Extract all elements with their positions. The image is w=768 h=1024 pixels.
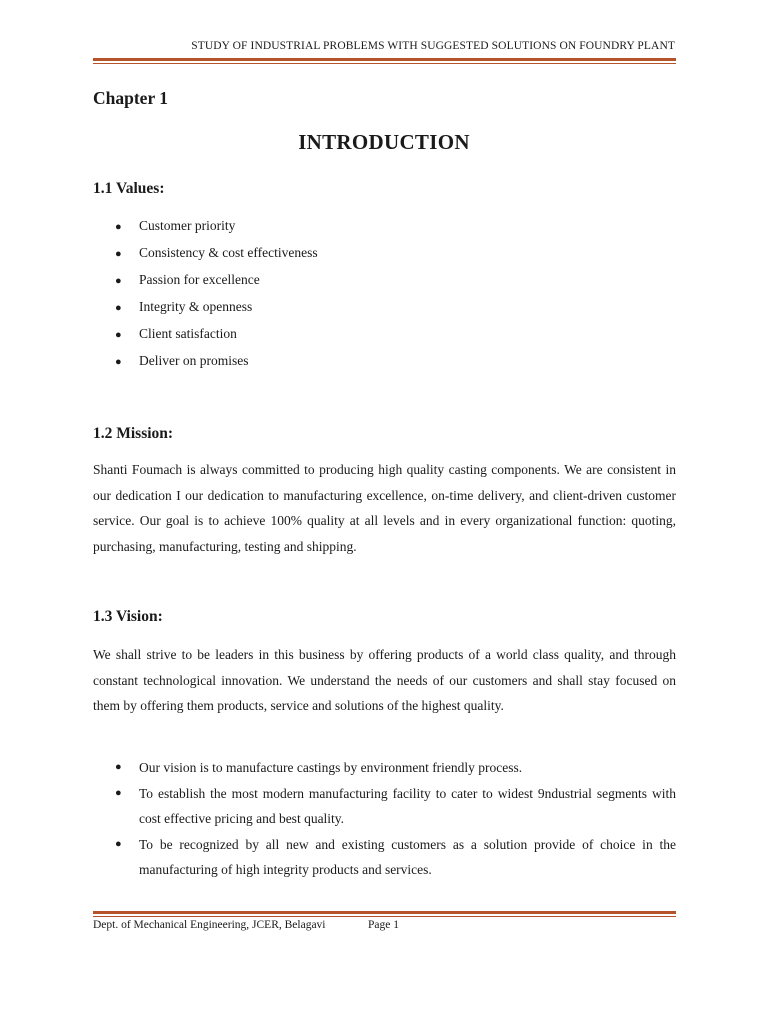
- footer-rule-thick: [93, 911, 676, 914]
- list-item-text: Deliver on promises: [139, 353, 249, 368]
- list-item: [93, 832, 676, 883]
- list-item: [93, 325, 676, 352]
- mission-heading: 1.2 Mission:: [93, 425, 174, 442]
- list-item-text: To establish the most modern manufacturing facility to cater to widest 9ndustrial segments with cost effective pricing and best quality.: [139, 785, 676, 826]
- list-item: [93, 352, 676, 379]
- list-item: [93, 755, 676, 781]
- page-number: Page 1: [368, 919, 399, 931]
- header-rule-thin: [93, 63, 676, 64]
- bullet-icon: ●: [115, 837, 122, 850]
- header-rule-thick: [93, 58, 676, 61]
- footer-rule-thin: [93, 916, 676, 917]
- list-item-text: To be recognized by all new and existing customers as a solution provide of choice in the manufacturing of high integrity products and services.: [139, 836, 676, 877]
- mission-paragraph: Shanti Foumach is always committed to producing high quality casting components. We are consistent in our dedication I our dedication to manufacturing excellence, on-time delivery, and client-driven customer service. Our goal is to achieve 100% quality at all levels and in every organizational function: quoting, purchasing, manufacturing, testing and shipping.: [93, 462, 676, 554]
- chapter-label: Chapter 1: [93, 88, 169, 108]
- list-item-text: Consistency & cost effectiveness: [139, 245, 318, 260]
- list-item-text: Our vision is to manufacture castings by environment friendly process.: [139, 760, 523, 775]
- list-item-text: Integrity & openness: [139, 299, 253, 314]
- running-header: STUDY OF INDUSTRIAL PROBLEMS WITH SUGGESTED SOLUTIONS ON FOUNDRY PLANT: [191, 40, 675, 52]
- page-title: INTRODUCTION: [298, 130, 470, 154]
- list-item: [93, 271, 676, 298]
- bullet-icon: ●: [115, 275, 122, 287]
- list-item-text: Customer priority: [139, 218, 236, 233]
- list-item: [93, 244, 676, 271]
- vision-list: [93, 755, 676, 883]
- vision-heading: 1.3 Vision:: [93, 608, 163, 625]
- values-heading: 1.1 Values:: [93, 180, 165, 197]
- list-item-text: Passion for excellence: [139, 272, 260, 287]
- footer-department: Dept. of Mechanical Engineering, JCER, Belagavi: [93, 919, 326, 931]
- bullet-icon: ●: [115, 248, 122, 260]
- list-item: [93, 298, 676, 325]
- bullet-icon: ●: [115, 302, 122, 314]
- bullet-icon: ●: [115, 786, 122, 799]
- values-list: [93, 217, 676, 379]
- bullet-icon: ●: [115, 221, 122, 233]
- bullet-icon: ●: [115, 761, 122, 773]
- list-item: [93, 217, 676, 244]
- bullet-icon: ●: [115, 356, 122, 368]
- bullet-icon: ●: [115, 329, 122, 341]
- vision-paragraph: We shall strive to be leaders in this business by offering products of a world class quality, and through constant technological innovation. We understand the needs of our customers and shall stay focused on them by offering them products, service and solutions of the highest quality.: [93, 647, 676, 713]
- list-item-text: Client satisfaction: [139, 326, 237, 341]
- list-item: [93, 781, 676, 832]
